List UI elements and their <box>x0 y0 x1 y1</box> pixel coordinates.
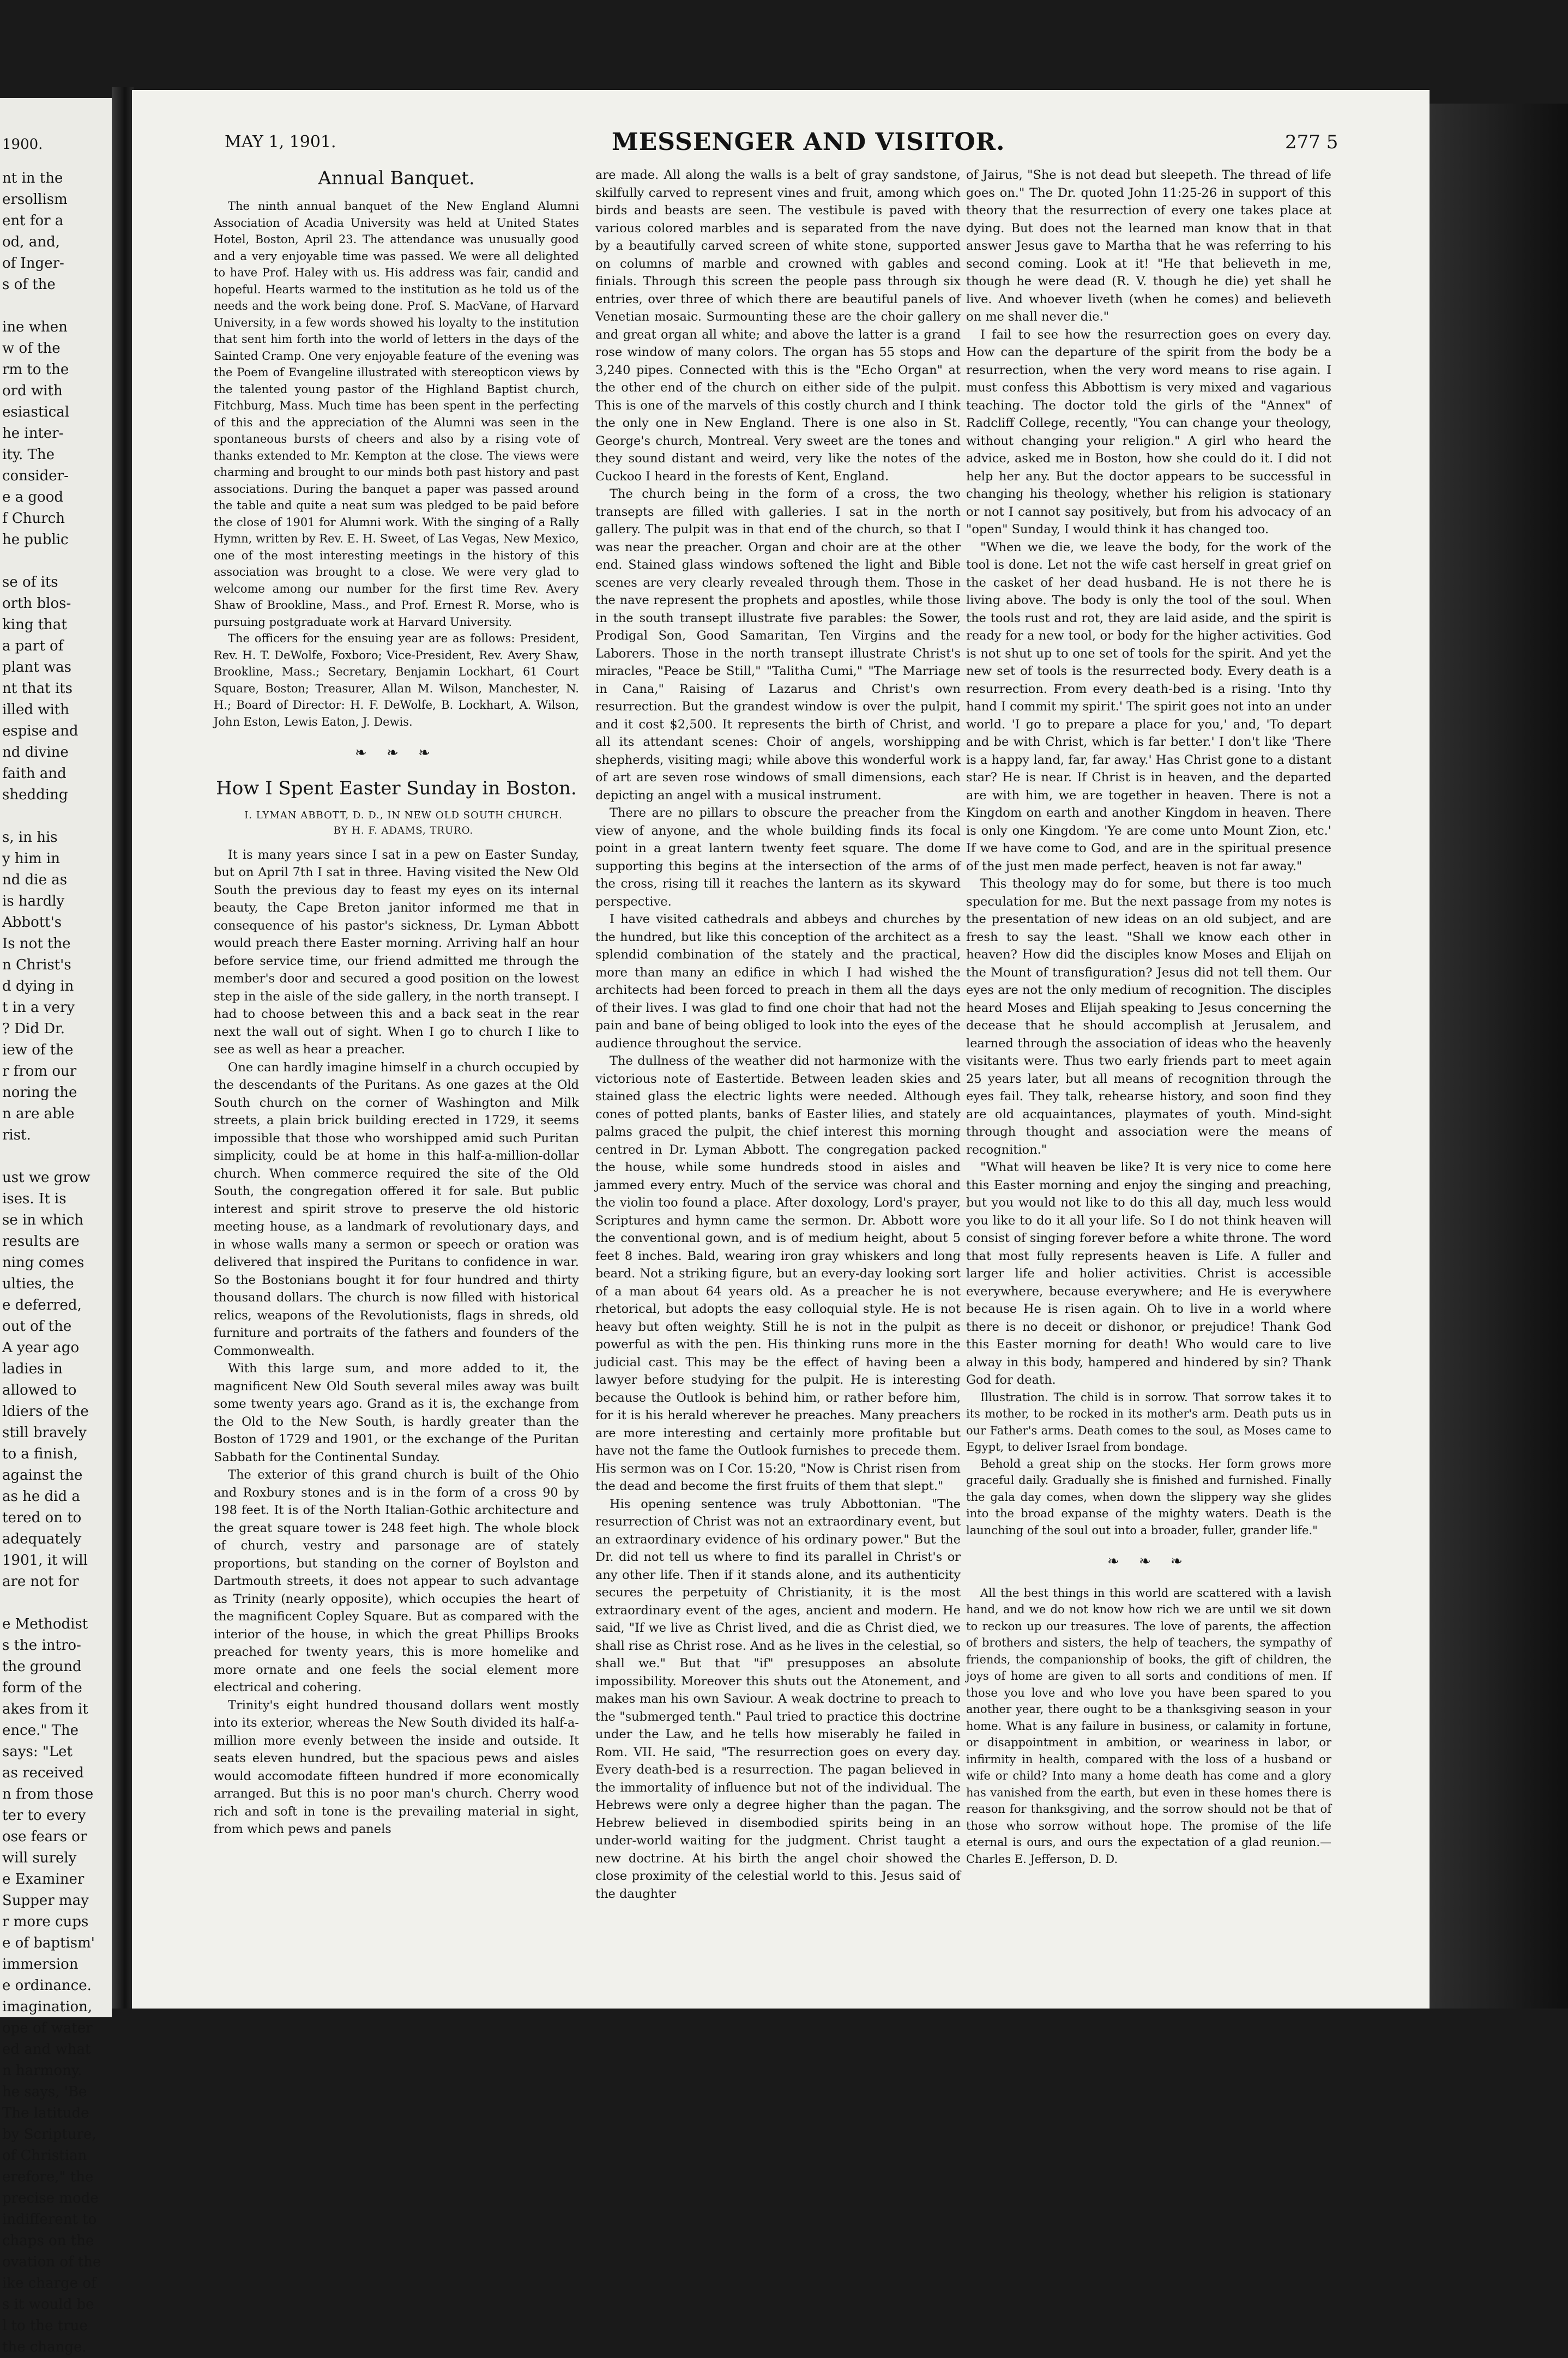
adjacent-page-line: against the <box>2 1467 83 1483</box>
adjacent-page-line: e ordinance. <box>2 1977 92 1994</box>
adjacent-page-line: rist. <box>2 1127 31 1143</box>
adjacent-page-line: Abbott's <box>2 914 62 931</box>
adjacent-page-line: nd die as <box>2 872 68 888</box>
adjacent-page-line: e Methodist <box>2 1616 88 1632</box>
adjacent-page-line: Is not the <box>2 936 71 952</box>
book-gutter <box>112 87 134 2009</box>
adjacent-page-line: results are <box>2 1233 80 1250</box>
adjacent-page-line: r more cups <box>2 1914 89 1930</box>
adjacent-page-line: are not for <box>2 1573 79 1590</box>
adjacent-page-line: as received <box>2 1765 84 1781</box>
adjacent-page-line: he inter- <box>2 425 64 442</box>
adjacent-page-line: ence." The <box>2 1722 79 1739</box>
adjacent-page-line: ulties, the <box>2 1276 74 1292</box>
adjacent-page-line: ersollism <box>2 191 68 208</box>
adjacent-page-line: of Inger- <box>2 255 64 272</box>
adjacent-page-line <box>0 806 112 827</box>
adjacent-page-line: nt that its <box>2 680 73 697</box>
issue-date: MAY 1, 1901. <box>225 132 336 152</box>
adjacent-page-line: shedding <box>2 787 68 803</box>
adjacent-page-line: The latitude <box>2 2105 89 2121</box>
column-1 <box>214 166 579 1982</box>
article-paragraph: The dullness of the weather did not harmonize with the victorious note of Eastertide. Between leaden skies and stained glass the electric lights were needed. Although cones of potted plants, banks of Easter lilies, and stately palms graced the pulpit, the chief interest this morning centred in Dr. Lyman Abbott. The congregation packed the house, while some hundreds stood in aisles and jammed every entry. Much of the service was choral and the violin too found a place. After doxology, Lord's prayer, Scriptures and hymn came the sermon. Dr. Abbott wore the conventional gown, and is of medium height, about 5 feet 8 inches. Bald, wearing iron gray whiskers and long beard. Not a striking figure, but an every-day looking sort of a man about 64 years old. As a preacher he is not rhetorical, but adopts the easy colloquial style. He is not heavy but often weighty. Still he is not in the pulpit as powerful as with the pen. His thinking runs more in the judicial cast. This may be the effect of having been a lawyer before studying for the pulpit. He is interesting because the Outlook is behind him, or rather before him, for it is his herald wherever he preaches. Many preachers are more interesting and certainly more profitable but have not the fame the Outlook furnishes to precede them. His sermon was on I Cor. 15:20, "Now is Christ risen from the dead and become the first fruits of them that slept." <box>595 1054 961 1493</box>
section-separator: ❧ ❧ ❧ <box>1107 1553 1190 1570</box>
article-paragraph: It is many years since I sat in a pew on Easter Sunday, but on April 7th I sat in three. Having visited the New Old South the previous day to feast my eyes on its internal beauty, the Cape Breton janitor informed me that in consequence of his pastor's sickness, Dr. Lyman Abbott would preach there Easter morning. Arriving half an hour before service time, our friend admitted me through the member's door and secured a good position on the lowest step in the aisle of the side gallery, in the north transept. I had to choose between this and a back seat in the rear next the wall out of sight. When I go to church I like to see as well as hear a preacher. <box>214 847 579 1057</box>
adjacent-page-line: espise and <box>2 723 79 739</box>
adjacent-page-line: out of the <box>2 1318 72 1335</box>
adjacent-page-line: consider- <box>2 468 69 484</box>
article-paragraph: There are no pillars to obscure the preacher from the view of anyone, and the whole building finds its focal point in a great lantern twenty feet square. The dome supporting this begins at the intersection of the arms of the cross, rising till it reaches the lantern as its skyward perspective. <box>595 806 961 909</box>
adjacent-page-line: still bravely <box>2 1425 87 1441</box>
adjacent-page-line: king that <box>2 617 67 633</box>
adjacent-page-line: ed and what <box>2 2041 91 2058</box>
adjacent-page-line: allowed to <box>2 1382 77 1398</box>
adjacent-page-line: ning comes <box>2 1255 85 1271</box>
adjacent-page-line: ity. The <box>2 447 55 463</box>
adjacent-page-line: is hardly <box>2 893 65 909</box>
adjacent-page-line: illed with <box>2 702 70 718</box>
adjacent-page-line: s of the <box>2 276 56 293</box>
adjacent-page-line: ine when <box>2 319 68 335</box>
adjacent-page-line: akes from it <box>2 1701 88 1717</box>
adjacent-page-line: ope of water <box>2 2020 93 2036</box>
article-paragraph: I have visited cathedrals and abbeys and churches by the hundred, but like this conception of the architect as a splendid combination of the stately and the practical, more than many an edifice in which I had wished the architects had been forced to preach in them all the days of their lives. I was glad to find one choir that had not the pain and bane of being obliged to look into the eyes of the audience throughout the service. <box>595 912 961 1051</box>
article-paragraph: One can hardly imagine himself in a church occupied by the descendants of the Puritans. As one gazes at the Old South church on the corner of Washington and Milk streets, a plain brick building erected in 1729, it seems impossible that those who worshipped amid such Puritan simplicity, could be at home in this half-a-million-dollar church. When commerce required the site of the Old South, the congregation offered it for sale. But public interest and spirit strove to preserve the old historic meeting house, as a landmark of revolutionary days, and in whose walls many a sermon or speech or oration was delivered that inspired the Puritans to confidence in war. So the Bostonians bought it for four hundred and thirty thousand dollars. The church is now filled with historical relics, weapons of the Revolutionists, flags in shreds, old furniture and portraits of the fathers and founders of the Commonwealth. <box>214 1060 579 1358</box>
adjacent-page-line: se in which <box>2 1212 83 1228</box>
adjacent-page-line: od, and, <box>2 234 60 250</box>
article-paragraph: The exterior of this grand church is built of the Ohio and Roxbury stones and is in the form of a cross 90 by 198 feet. It is of the North Italian-Gothic architecture and the great square tower is 248 feet high. The whole block of church, vestry and parsonage are of stately proportions, but standing on the corner of Boylston and Dartmouth streets, it does not appear to such advantage as Trinity (nearly opposite), which occupies the heart of the magnificent Copley Square. But as compared with the interior of the house, in which the great Phillips Brooks preached for twenty years, this is more homelike and more ornate and one feels the social element more electrical and cohering. <box>214 1468 579 1694</box>
adjacent-page-line: w of the <box>2 340 61 357</box>
adjacent-page-line: to a finish, <box>2 1446 78 1462</box>
publication-title: MESSENGER AND VISITOR. <box>612 128 1005 156</box>
adjacent-page-line: A year ago <box>2 1340 80 1356</box>
adjacent-page-line: r from our <box>2 1063 77 1080</box>
adjacent-page-line: he says, 'Be <box>2 2084 87 2100</box>
adjacent-page-text <box>0 168 112 2358</box>
adjacent-page-line: faith and <box>2 765 67 782</box>
adjacent-page-line: e deferred, <box>2 1297 82 1313</box>
adjacent-page-line: imagination, <box>2 1999 93 2015</box>
adjacent-page-line: n from those <box>2 1786 94 1802</box>
adjacent-page-line: he public <box>2 532 69 548</box>
adjacent-page-line: n harmony. <box>2 2063 82 2079</box>
adjacent-page-line: ladies in <box>2 1361 63 1377</box>
article-paragraph: His opening sentence was truly Abbottonian. "The resurrection of Christ was not an extraordinary event, but an extraordinary evidence of his ordinary power." But the Dr. did not tell us where to find its parallel in Christ's or any other life. Then if it stands alone, and its authenticity secures the perpetuity of Christianity, it is the most extraordinary event of the ages, ancient and modern. He said, "If we live as Christ lived, and die as Christ died, we shall rise as Christ rose. And as he lives in the celestial, so shall we." But that "if" presupposes an absolute impossibility. Moreover this shuts out the Atonement, and makes man his own Saviour. A weak doctrine to preach to the "submerged tenth." Paul tried to practice this doctrine under the Law, and he tells how miserably he failed in Rom. VII. He said, "The resurrection goes on every day. Every death-bed is a resurrection. The pagan believed in the immortality of influence but not of the individual. The Hebrews were only a degree higher than the pagan. The Hebrew believed in disembodied spirits being in an under-world waiting for the judgment. Christ taught a new doctrine. At his birth the angel choir showed the close proximity of the celestial world to this. Jesus said of the daughter <box>595 1497 961 1901</box>
article-paragraph: With this large sum, and more added to it, the magnificent New Old South several miles away was built some twenty years ago. Grand as it is, the exchange from the Old to the New South, is hardly greater than the Boston of 1729 and 1901, or the exchange of the Puritan Sabbath for the Continental Sunday. <box>214 1361 579 1464</box>
adjacent-page-line: ter to every <box>2 1807 86 1824</box>
adjacent-page-line: s it would be <box>2 2296 94 2313</box>
article-paragraph: This theology may do for some, but there is too much speculation for me. But the next passage from my notes is the presentation of new ideas on an old subject, and are fresh to say the least. "Shall we know each other in heaven? How did the disciples know Moses and Elijah on the Mount of transfiguration? Jesus did not tell them. Our eyes are not the only medium of recognition. The disciples heard Moses and Elijah speaking to Jesus concerning the decease that he should accomplish at Jerusalem, and learned through the association of ideas who the heavenly visitants were. Thus two early friends part to meet again 25 years later, but all means of recognition through the eyes fail. They talk, rehearse history, and soon find they are old acquaintances, playmates of youth. Mind-sight through thought and association were the means of recognition." <box>966 877 1331 1157</box>
adjacent-page-line: 1901, it will <box>2 1552 88 1569</box>
adjacent-page-line: ? Did Dr. <box>2 1021 65 1037</box>
adjacent-page-fragment <box>0 98 112 2355</box>
adjacent-page-line: ust we grow <box>2 1169 91 1186</box>
adjacent-page-line: will surely <box>2 1850 77 1866</box>
adjacent-page-line: ose fears or <box>2 1829 87 1845</box>
adjacent-page-line: nd divine <box>2 744 69 761</box>
adjacent-page-line: ike charge of <box>2 2275 97 2291</box>
article-paragraph: I fail to see how the resurrection goes on every day. How can the departure of the spirit from the body be a resurrection, when the very word means to rise again. I must confess this Abbottism is very mixed and vagarious teaching. The doctor told the girls of the "Annex" of Radcliff College, recently, "You can change your theology, without changing your religion." A girl who heard the advice, asked me in Boston, how she could do it. I did not help her any. But the doctor appears to be successful in changing his theology, whether his religion is stationary or not I cannot say positively, but from his advocacy of an "open" Sunday, I would think it has changed too. <box>966 327 1331 536</box>
article-paragraph: "What will heaven be like? It is very nice to come here this Easter morning and enjoy the singing and preaching, but you would not like to do this all day, much less would you like to do it all your life. So I do not think heaven will consist of singing forever before a white throne. The word that most fully represents heaven is Life. A fuller and larger life and holier activities. Christ is accessible everywhere, because everywhere; and He is everywhere because He is risen again. Oh to live in a world where there is no deceit or dishonor, or prejudice! Thank God this Easter morning for death! Who would care to live alway in this body, hampered and hindered by sin? Thank God for death. <box>966 1160 1331 1387</box>
adjacent-page-line: erefore," the <box>2 2169 94 2185</box>
easter-headline: How I Spent Easter Sunday in Boston. <box>216 777 577 799</box>
adjacent-page-line: adequately <box>2 1531 82 1547</box>
adjacent-page-line: ises. It is <box>2 1191 67 1207</box>
article-paragraph: Illustration. The child is in sorrow. That sorrow takes it to its mother, to be rocked in its mother's arm. Death puts us in our Father's arms. Death comes to the soul, as Moses came to Egypt, to deliver Israel from bondage. <box>966 1390 1331 1454</box>
article-paragraph: are made. All along the walls is a belt of gray sandstone, skilfully carved to represent vines and fruit, among which birds and beasts are seen. The vestibule is paved with various colored marbles and is separated from the nave by a beautifully carved screen of white stone, supported on columns of marble and crowned with gables and finials. Through this screen the people pass through six entries, over three of which there are beautiful panels of Venetian mosaic. Surmounting these are the choir gallery and great organ all white; and above the latter is a grand rose window of many colors. The organ has 55 stops and 3,240 pipes. Connected with this is the "Echo Organ" at the other end of the church on either side of the pulpit. This is one of the marvels of this costly church and I think the only one in New England. There is one also in St. George's church, Montreal. Very sweet are the tones and they sound distant and weird, very like the notes of the Cuckoo I heard in the forests of Kent, England. <box>595 168 961 484</box>
adjacent-page-line: esiastical <box>2 404 70 420</box>
adjacent-page-line: e a good <box>2 489 64 505</box>
adjacent-page-line: t in a very <box>2 999 75 1016</box>
adjacent-page-line: nt in the <box>2 170 63 186</box>
adjacent-page-line: of Christian <box>2 2148 87 2164</box>
adjacent-page-line <box>0 551 112 572</box>
article-paragraph: "When we die, we leave the body, for the work of the tool is done. Let not the wife cast herself in great grief on the casket of her dead husband. He is not there he is living above. The body is only the tool of the soul. When the tools rust and rot, they are laid aside, and the spirit is ready for a new tool, or body for the higher activities. God is not shut up to one set of tools for the spirit. And yet the new set of tools is the resurrected body. Every death is a resurrection. From every death-bed is a rising. 'Into thy hand I commit my spirit.' The spirit goes not into an under world. 'I go to prepare a place for you,' and, 'To depart and be with Christ, which is far better.' I don't like 'There is a happy land, far, far away.' Has Christ gone to a distant star? He is near. If Christ is in heaven, and the departed are with him, we are together in heaven. There is not a Kingdom on earth and another Kingdom in heaven. There is only one Kingdom. 'Ye are come unto Mount Zion, etc.' If we have come to God, and are in the spiritual presence of the just men made perfect, heaven is not far away." <box>966 540 1331 873</box>
section-separator: ❧ ❧ ❧ <box>355 745 438 761</box>
banquet-headline: Annual Banquet. <box>318 167 475 189</box>
closing-paragraph: All the best things in this world are scattered with a lavish hand, and we do not know how rich we are until we sit down to reckon up our treasures. The love of parents, the affection of brothers and sisters, the help of teachers, the sympathy of friends, the companionship of books, the gift of children, the joys of home are given to all sorts and conditions of men. If those you love and who love you have been spared to you another year, there ought to be a thanksgiving season in your home. What is any failure in business, or calamity in fortune, or disappointment in ambition, or weariness in labor, or infirmity in health, compared with the loss of a husband or wife or child? Into many a home death has come and a glory has vanished from the earth, but even in these homes there is reason for thanksgiving, and the sorrow should not be that of those who sorrow without hope. The promise of the life eternal is ours, and ours the expectation of a glad reunion.—Charles E. Jefferson, D. D. <box>966 1586 1331 1866</box>
adjacent-page-line: noring the <box>2 1084 77 1101</box>
article-paragraph: of Jairus, "She is not dead but sleepeth. The thread of life goes on." The Dr. quoted John 11:25-26 in support of this theory that the resurrection of every one takes place at dying. But does not the learned man know that in that answer Jesus gave to Martha that he was referring to his second coming. Look at it! "He that believeth in me, though he were dead (R. V. though he die) yet shall he live. And whoever liveth (when he comes) and believeth on me shall never die." <box>966 168 1331 324</box>
adjacent-page-line <box>0 1146 112 1167</box>
adjacent-page-line <box>0 1593 112 1614</box>
adjacent-page-line: ldiers of the <box>2 1403 89 1420</box>
adjacent-page-line: f Church <box>2 510 65 527</box>
banquet-paragraph: The ninth annual banquet of the New England Alumni Association of Acadia University was held at United States Hotel, Boston, April 23. The attendance was unusually good and a very enjoyable time was passed. We were all delighted to have Prof. Haley with us. His address was fair, candid and hopeful. Hearts warmed to the institution as he told us of the needs and the work being done. Prof. S. MacVane, of Harvard University, in a few words showed his loyalty to the institution that sent him forth into the world of letters in the days of the Sainted Cramp. One very enjoyable feature of the evening was the Poem of Evangeline illustrated with stereopticon views by the talented young pastor of the Highland Baptist church, Fitchburg, Mass. Much time has been spent in the perfecting of this and the appreciation of the Alumni was seen in the spontaneous bursts of cheers and also by a rising vote of thanks extended to Mr. Kempton at the close. The views were charming and brought to our minds both past history and past associations. During the banquet a paper was passed around the table and quite a neat sum was pledged to be paid before the close of 1901 for Alumni work. With the singing of a Rally Hymn, written by Rev. E. H. Sweet, of Las Vegas, New Mexico, one of the most interesting meetings in the history of this association was brought to a close. We were very glad to welcome among our number for the first time Rev. Avery Shaw of Brookline, Mass., and Prof. Ernest R. Morse, who is pursuing postgraduate work at Harvard University. <box>214 200 579 629</box>
adjacent-page-line: the ground <box>2 1659 82 1675</box>
adjacent-page-line: plant was <box>2 659 72 676</box>
adjacent-page-line: by Scripture, <box>2 2126 97 2143</box>
adjacent-page-line: tered on to <box>2 1510 82 1526</box>
adjacent-page-line: a part of <box>2 638 64 654</box>
easter-byline: BY H. F. ADAMS, TRURO. <box>333 824 474 836</box>
easter-subhead: I. LYMAN ABBOTT, D. D., IN NEW OLD SOUTH CHURCH. <box>244 809 563 821</box>
adjacent-page-line: s the intro- <box>2 1637 81 1654</box>
page-number: 277 5 <box>1285 131 1338 153</box>
adjacent-page-line <box>0 295 112 317</box>
adjacent-page-line: n Christ's <box>2 957 71 973</box>
book-edge <box>1430 104 1568 2009</box>
adjacent-page-line: form of the <box>2 1680 82 1696</box>
column-2 <box>595 166 961 1982</box>
adjacent-page-line: d dying in <box>2 978 74 994</box>
adjacent-page-line: as he did a <box>2 1488 80 1505</box>
adjacent-page-line: y him in <box>2 851 60 867</box>
adjacent-page-line: l to the true <box>2 2318 88 2334</box>
newspaper-page <box>132 90 1430 2009</box>
adjacent-page-line: Supper may <box>2 1892 89 1909</box>
column-3 <box>966 166 1331 1982</box>
article-paragraph: Trinity's eight hundred thousand dollars went mostly into its exterior, whereas the New South divided its half-a-million more evenly between the inside and outside. It seats eleven hundred, but the spacious pews and aisles would accomodate fifteen hundred if more economically arranged. But this is no poor man's church. Cherry wood rich and soft in tone is the prevailing material in sight, from which pews and panels <box>214 1698 579 1836</box>
article-paragraph: Behold a great ship on the stocks. Her form grows more graceful daily. Gradually she is finished and furnished. Finally the gala day comes, when down the slippery way she glides into the broad expanse of the mighty waters. Death is the launching of the soul out into a broader, fuller, grander life." <box>966 1457 1331 1537</box>
banquet-officers: The officers for the ensuing year are as follows: President, Rev. H. T. DeWolfe, Foxboro; Vice-President, Rev. Avery Shaw, Brookline, Mass.; Secretary, Benjamin Lockhart, 61 Court Square, Boston; Treasurer, Allan M. Wilson, Manchester, N. H.; Board of Director: H. F. DeWolfe, B. Lockhart, A. Wilson, John Eston, Lewis Eaton, J. Dewis. <box>214 632 579 728</box>
adjacent-page-line: ord with <box>2 383 63 399</box>
article-paragraph: The church being in the form of a cross, the two transepts are filled with galleries. I sat in the north gallery. The pulpit was in that end of the church, so that I was near the preacher. Organ and choir are at the other end. Stained glass windows softened the light and Bible scenes are very clearly revealed through them. Those in the nave represent the prophets and apostles, while those in the south transept illustrate five parables: the Sower, Prodigal Son, Good Samaritan, Ten Virgins and the Laborers. Those in the north transept illustrate Christ's miracles, "Peace be Still," "Talitha Cumi," "The Marriage in Cana," Raising of Lazarus and Christ's own resurrection. But the grandest window is over the pulpit, and it cost $2,500. It represents the birth of Christ, and all its attendant scenes: Choir of angels, worshipping shepherds, visiting magi; while above this wonderful work of art are seven rose windows of small dimensions, each depicting an angel with a musical instrument. <box>595 487 961 803</box>
adjacent-page-line: orth blos- <box>2 595 71 612</box>
adjacent-page-line: n are able <box>2 1106 75 1122</box>
adjacent-page-date: 1900. <box>2 136 43 153</box>
adjacent-page-line: iew of the <box>2 1042 74 1058</box>
adjacent-page-line: e Examiner <box>2 1871 85 1887</box>
adjacent-page-line: indifferent to <box>2 2211 97 2228</box>
adjacent-page-line: rm to the <box>2 361 69 378</box>
masthead <box>132 128 1430 161</box>
adjacent-page-line: ovation of the <box>2 2254 101 2270</box>
adjacent-page-line: the change. <box>2 2339 87 2355</box>
adjacent-page-line: says: "Let <box>2 1744 73 1760</box>
adjacent-page-line: immersion <box>2 1956 79 1973</box>
adjacent-page-line: precise mode <box>2 2190 99 2206</box>
adjacent-page-line: e of baptism' <box>2 1935 95 1951</box>
adjacent-page-line: chaps on the <box>2 2233 94 2249</box>
adjacent-page-line: s, in his <box>2 829 58 846</box>
adjacent-page-line: ent for a <box>2 213 64 229</box>
adjacent-page-line: se of its <box>2 574 58 590</box>
